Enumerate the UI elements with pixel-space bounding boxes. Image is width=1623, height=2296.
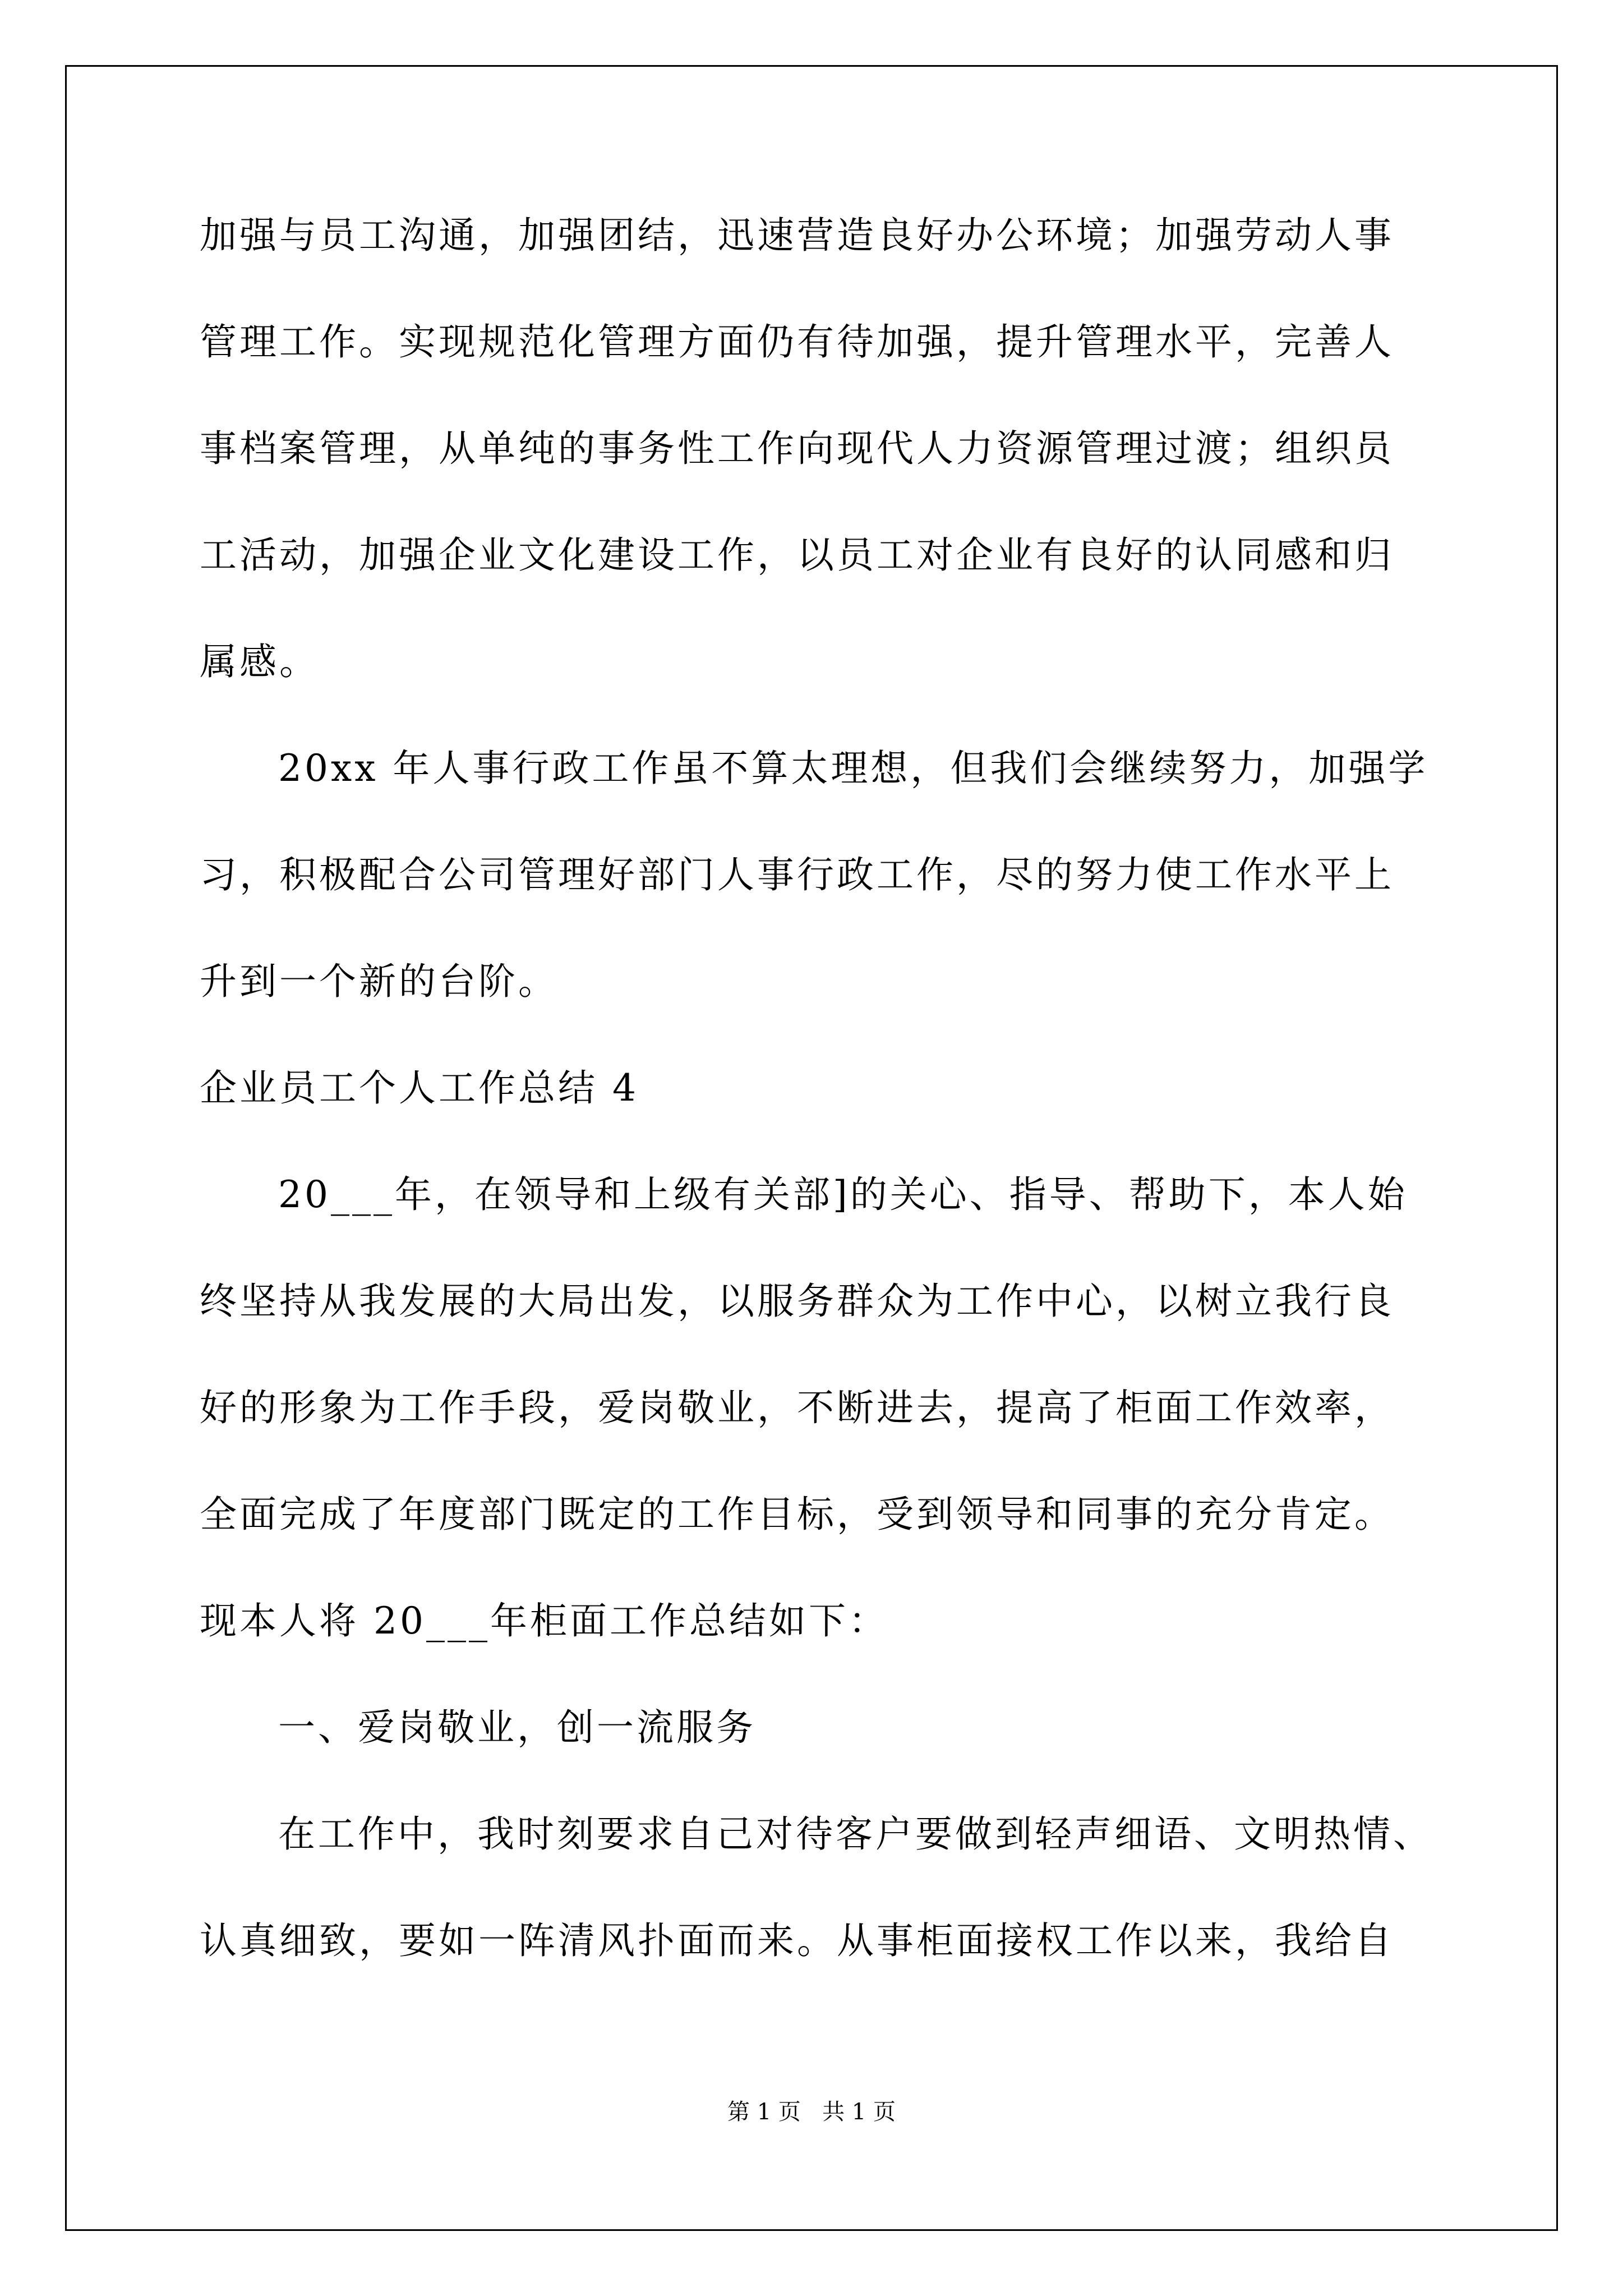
- text-line: 管理工作。实现规范化管理方面仍有待加强，提升管理水平，完善人: [200, 320, 1394, 364]
- paragraph-first-line: 20___年，在领导和上级有关部]的关心、指导、帮助下，本人始: [278, 1173, 1408, 1216]
- paragraph-first-line: 在工作中，我时刻要求自己对待客户要做到轻声细语、文明热情、: [278, 1812, 1433, 1856]
- text-line: 终坚持从我发展的大局出发，以服务群众为工作中心，以树立我行良: [200, 1280, 1394, 1323]
- text-line: 升到一个新的台阶。: [200, 960, 558, 1003]
- text-line: 习，积极配合公司管理好部门人事行政工作，尽的努力使工作水平上: [200, 853, 1394, 896]
- text-line: 工活动，加强企业文化建设工作，以员工对企业有良好的认同感和归: [200, 533, 1394, 577]
- text-line: 属感。: [200, 640, 319, 683]
- page-border: [65, 65, 1558, 2231]
- page-footer: 第 1 页 共 1 页: [727, 2099, 896, 2125]
- text-line: 事档案管理，从单纯的事务性工作向现代人力资源管理过渡；组织员: [200, 427, 1394, 470]
- section-heading: 企业员工个人工作总结 4: [200, 1066, 639, 1110]
- subheading: 一、爱岗敬业，创一流服务: [278, 1706, 756, 1749]
- paragraph-first-line: 20xx 年人事行政工作虽不算太理想，但我们会继续努力，加强学: [278, 747, 1428, 790]
- text-line: 认真细致，要如一阵清风扑面而来。从事柜面接权工作以来，我给自: [200, 1919, 1394, 1962]
- text-line: 好的形象为工作手段，爱岗敬业，不断进去，提高了柜面工作效率，: [200, 1386, 1394, 1429]
- text-line: 加强与员工沟通，加强团结，迅速营造良好办公环境；加强劳动人事: [200, 214, 1394, 257]
- text-line: 现本人将 20___年柜面工作总结如下：: [200, 1599, 888, 1642]
- text-line: 全面完成了年度部门既定的工作目标，受到领导和同事的充分肯定。: [200, 1493, 1394, 1536]
